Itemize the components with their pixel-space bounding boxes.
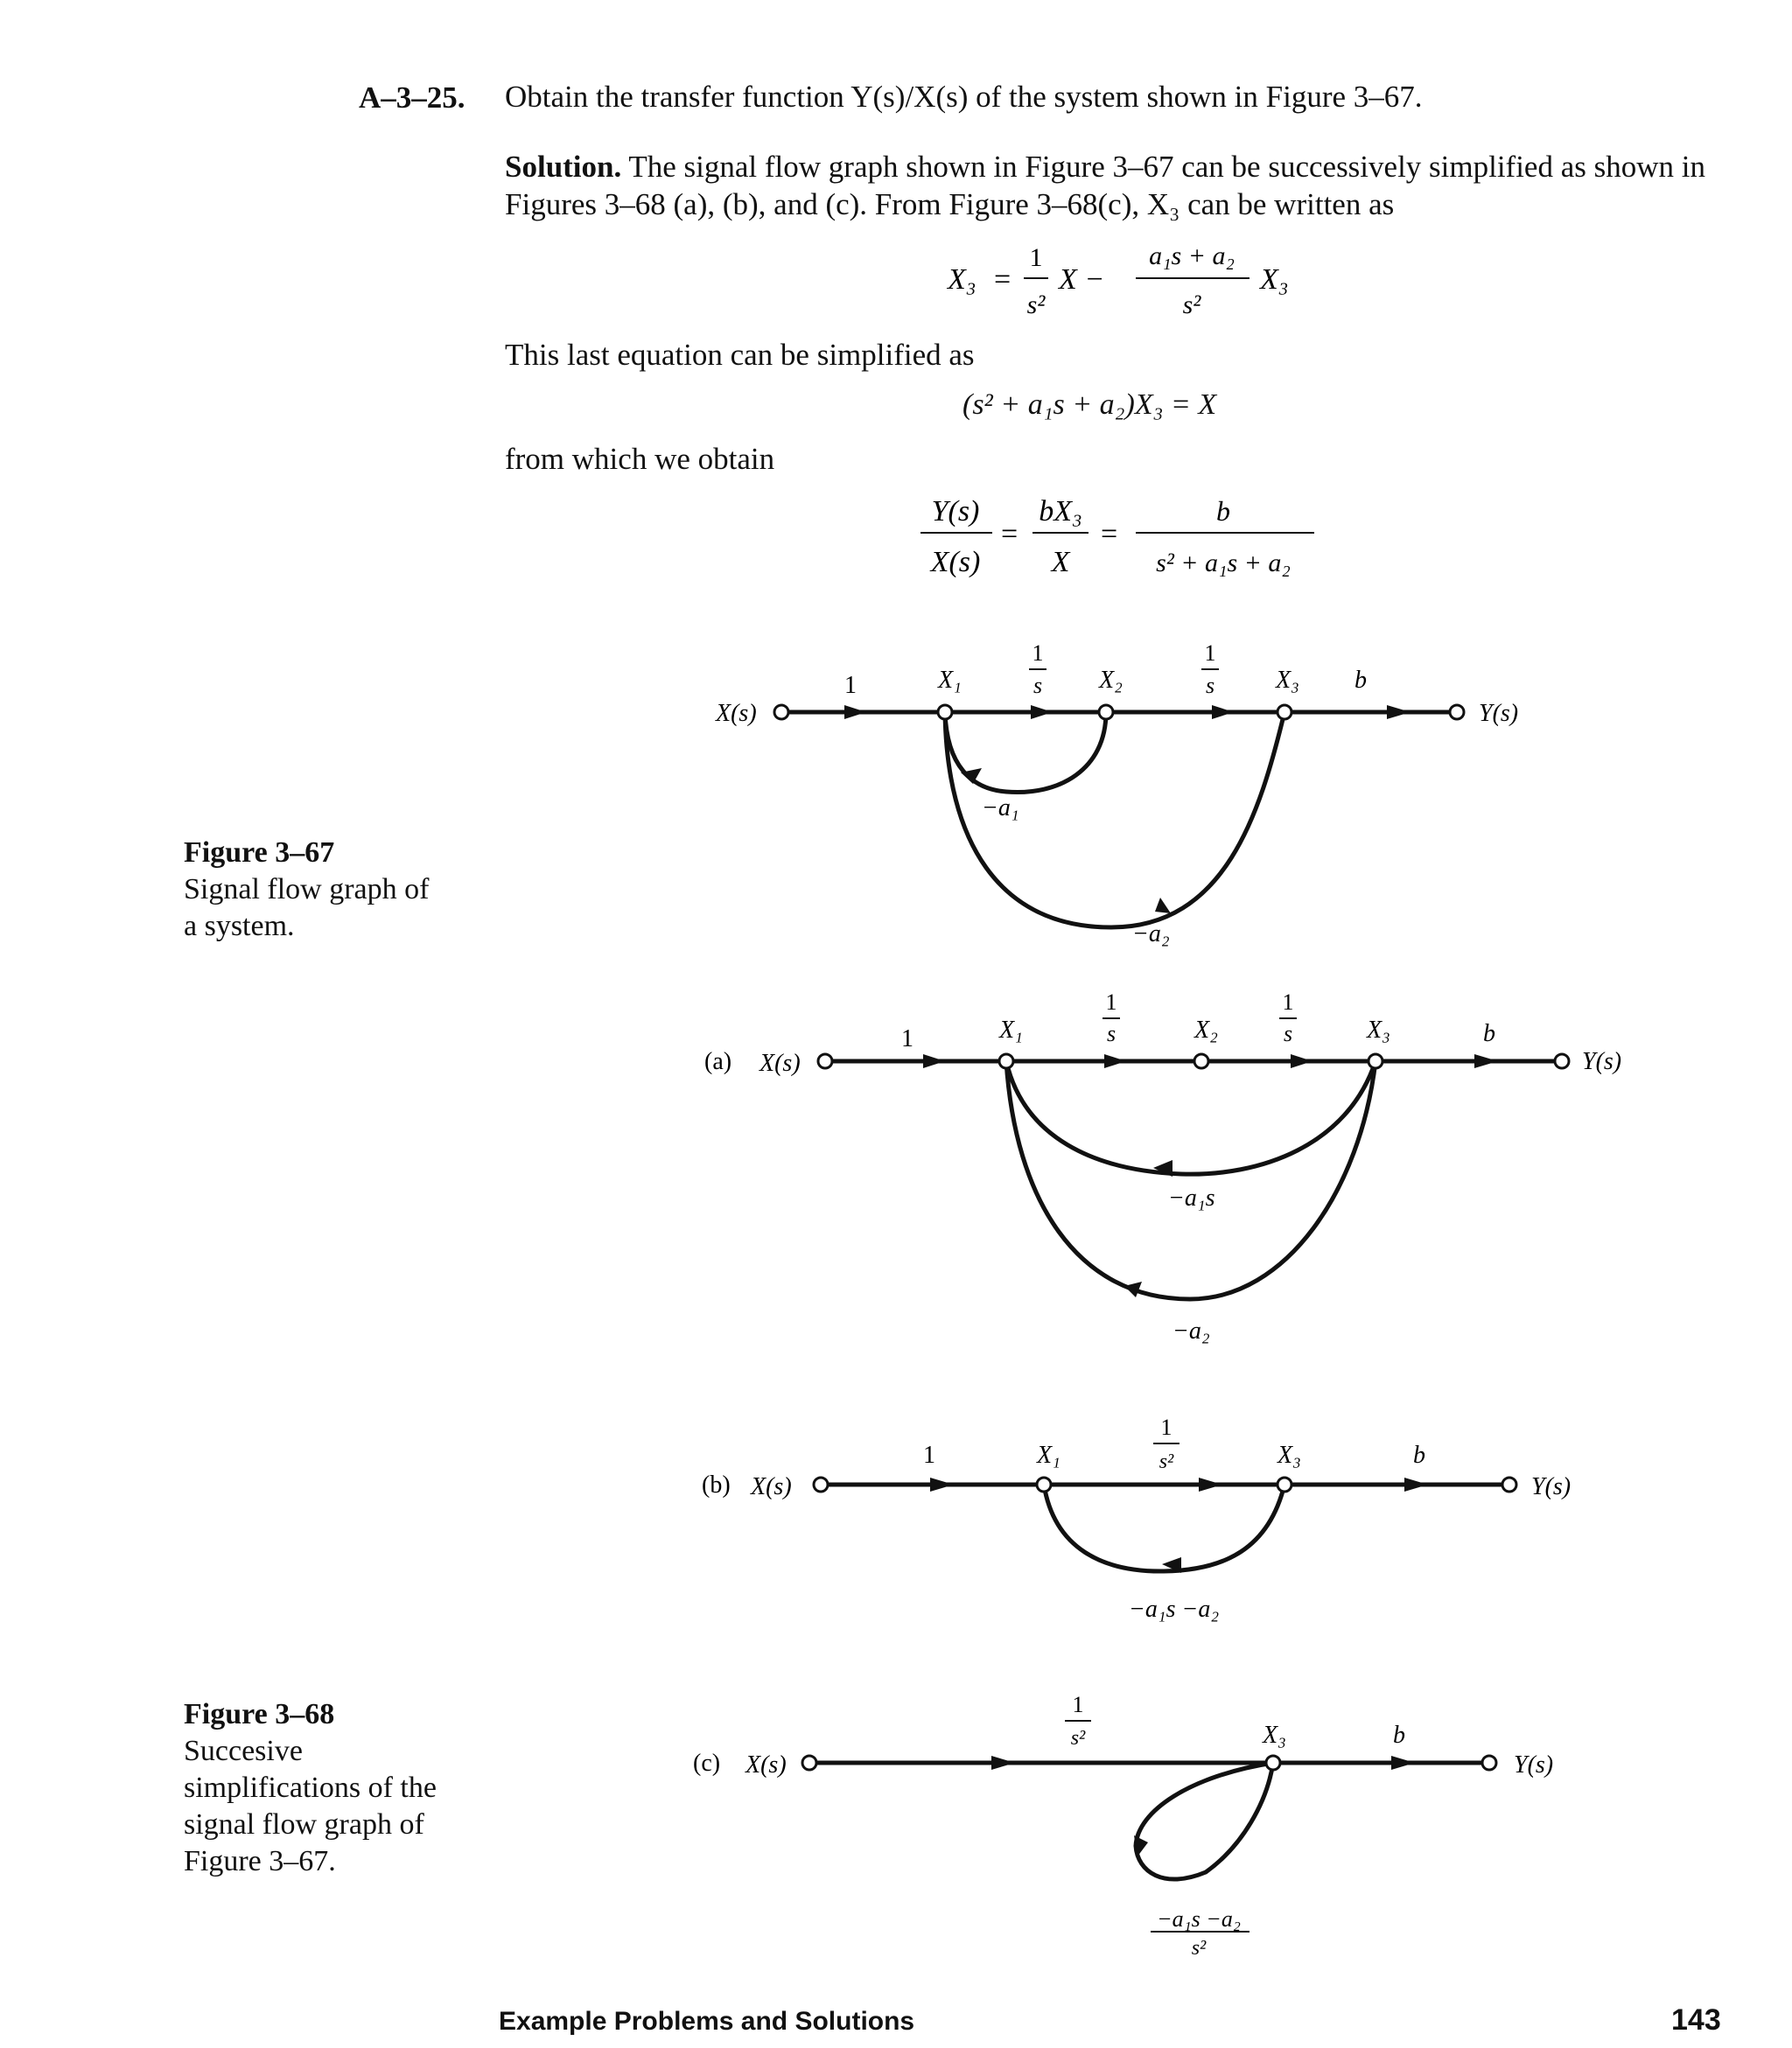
footer-section-title: Example Problems and Solutions (499, 2007, 915, 2036)
fig68b-gain13-num: 1 (1160, 1415, 1172, 1440)
eq3-eq1: = (1001, 518, 1018, 550)
eq1-equals: = (994, 263, 1012, 296)
fig68c-input-label: X(s) (746, 1751, 787, 1779)
solution-line1 (505, 149, 1705, 185)
eq1-f2-num: a₁s + a₂ (1149, 241, 1235, 270)
fig68b-input-label: X(s) (751, 1473, 792, 1500)
eq1-rhs: X₃ (1260, 263, 1289, 296)
solution-label: Solution. (505, 150, 622, 184)
fig68c-node-x3: X₃ (1263, 1722, 1286, 1749)
fig68b-gain-out: b (1413, 1442, 1425, 1469)
eq3-eq2: = (1101, 518, 1118, 550)
fig67-input-label: X(s) (716, 700, 757, 727)
fig68a-gain-out: b (1483, 1020, 1495, 1047)
fig67-output-label: Y(s) (1479, 700, 1519, 727)
fig68c-gain-den: s² (1070, 1727, 1086, 1750)
fig68a-loop1-label: −a₁s (1168, 1185, 1215, 1212)
page-number: 143 (1671, 2003, 1721, 2037)
fig68b-node-x1: X₁ (1037, 1442, 1060, 1469)
caption-figure-3-68 (184, 1696, 437, 1880)
fig68a-gain23-num: 1 (1282, 989, 1294, 1015)
caption-figure-3-67 (184, 835, 429, 945)
fig68c-gain-num: 1 (1072, 1692, 1084, 1717)
fig68a-gain23-den: s (1283, 1021, 1293, 1046)
fig68a-output-label: Y(s) (1582, 1048, 1622, 1075)
eq3-f2-num: bX₃ (1039, 495, 1082, 528)
fig67-gain23-num: 1 (1204, 640, 1216, 666)
text-after-eq2: from which we obtain (505, 442, 775, 476)
fig68a-loop2-label: −a₂ (1172, 1318, 1210, 1345)
eq3-f2-den: X (1051, 546, 1070, 578)
eq3-f1-num: Y(s) (931, 495, 980, 528)
caption-67-line2: a system. (184, 910, 295, 942)
caption-68-line1: Succesive (184, 1735, 303, 1767)
eq1-f1-num: 1 (1029, 243, 1043, 272)
caption-67-title: Figure 3–67 (184, 836, 335, 869)
eq3-f3-num: b (1216, 495, 1230, 527)
fig68b-node-x3: X₃ (1278, 1442, 1301, 1469)
eq1-f2-den: s² (1182, 290, 1201, 319)
caption-68-title: Figure 3–68 (184, 1698, 335, 1730)
fig67-gain-out: b (1354, 667, 1367, 694)
problem-number: A–3–25. (359, 80, 466, 115)
caption-68-line3: signal flow graph of (184, 1808, 424, 1841)
eq3-f3-den: s² + a₁s + a₂ (1156, 549, 1291, 577)
fig68b-loop-label: −a₁s −a₂ (1129, 1596, 1220, 1623)
fig68c-output-label: Y(s) (1514, 1751, 1554, 1779)
equation-1 (928, 229, 1312, 320)
fig67-node-x3: X₃ (1276, 667, 1299, 694)
eq1-lhs: X₃ (948, 263, 976, 296)
eq1-mid: X − (1059, 263, 1105, 296)
fig67-gain12-den: s (1032, 673, 1043, 698)
fig67-gain23-den: s (1205, 673, 1215, 698)
fig67-loop2-label: −a₂ (1132, 920, 1170, 947)
fig68b-gain-in: 1 (923, 1442, 935, 1469)
fig68b-gain13-den: s² (1158, 1450, 1174, 1473)
fig68c-tag: (c) (693, 1750, 721, 1777)
equation-3 (910, 486, 1330, 582)
fig67-node-x1: X₁ (938, 667, 962, 694)
fig67-gain-in: 1 (844, 672, 857, 699)
equation-2: (s² + a₁s + a₂)X₃ = X (962, 388, 1217, 421)
fig68a-node-x2: X₂ (1194, 1017, 1218, 1044)
caption-67-line1: Signal flow graph of (184, 873, 430, 905)
fig68c-gain-out: b (1393, 1722, 1405, 1749)
fig68c-loop-num: −a₁s −a₂ (1157, 1906, 1241, 1932)
fig67-gain12-num: 1 (1032, 640, 1044, 666)
fig68a-gain12-den: s (1106, 1021, 1116, 1046)
caption-68-line4: Figure 3–67. (184, 1845, 336, 1877)
fig67-node-x2: X₂ (1099, 667, 1123, 694)
caption-68-line2: simplifications of the (184, 1772, 437, 1804)
fig68a-gain-in: 1 (901, 1025, 914, 1052)
fig68a-tag: (a) (704, 1048, 732, 1075)
fig68a-node-x1: X₁ (999, 1017, 1023, 1044)
eq1-f1-den: s² (1026, 290, 1046, 319)
eq3-f1-den: X(s) (930, 546, 981, 578)
text-after-eq1: This last equation can be simplified as (505, 338, 975, 372)
problem-statement: Obtain the transfer function Y(s)/X(s) of the system shown in Figure 3–67. (505, 80, 1423, 114)
fig68b-tag: (b) (702, 1471, 731, 1499)
fig68b-output-label: Y(s) (1531, 1473, 1572, 1500)
solution-line2: Figures 3–68 (a), (b), and (c). From Figure 3–68(c), X₃ can be written as (505, 187, 1395, 221)
solution-text-1: The signal flow graph shown in Figure 3–67 can be successively simplified as shown in (628, 150, 1705, 184)
fig68c-loop-den: s² (1191, 1937, 1207, 1960)
fig67-loop1-label: −a₁ (982, 794, 1019, 821)
fig68a-gain12-num: 1 (1105, 989, 1117, 1015)
fig68a-node-x3: X₃ (1367, 1017, 1390, 1044)
fig68a-input-label: X(s) (760, 1050, 801, 1077)
